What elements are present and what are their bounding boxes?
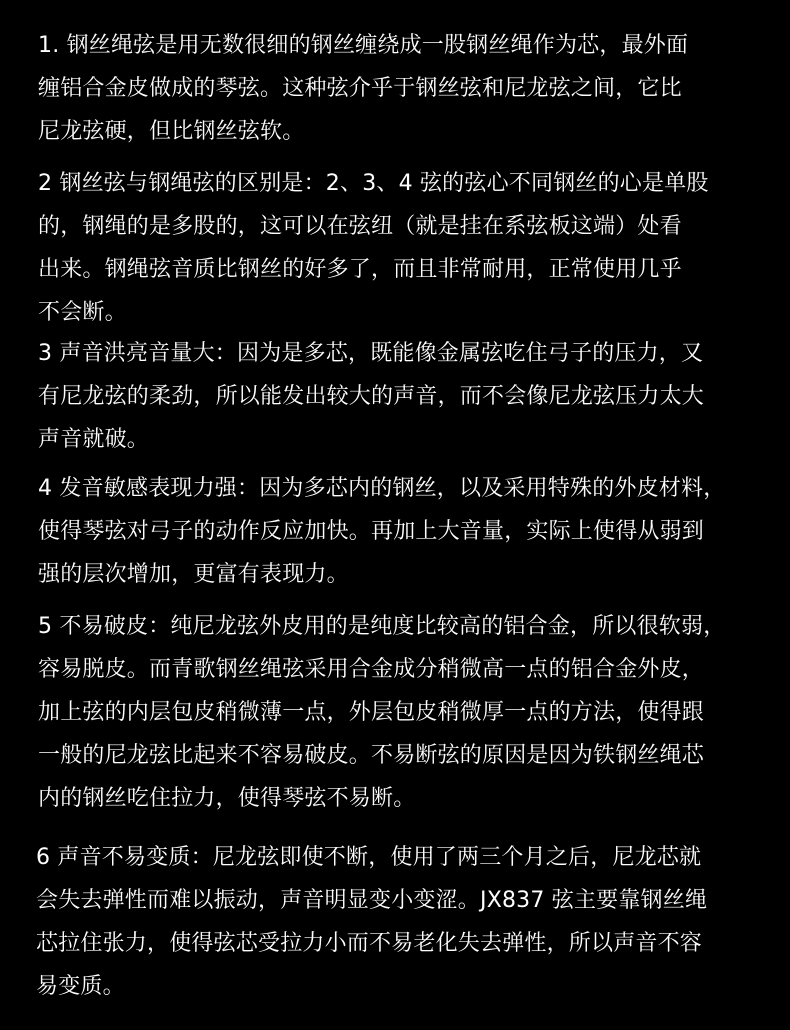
text-line: 缠铝合金皮做成的琴弦。这种弦介乎于钢丝弦和尼龙弦之间，它比 bbox=[38, 76, 682, 101]
text-line: 5 不易破皮：纯尼龙弦外皮用的是纯度比较高的铝合金，所以很软弱， bbox=[38, 614, 726, 639]
text-line: 会失去弹性而难以振动，声音明显变小变涩。JX837 弦主要靠钢丝绳 bbox=[36, 888, 708, 913]
paragraph-6-tone-stability bbox=[36, 836, 776, 1008]
paragraph-4-expressiveness bbox=[38, 467, 778, 596]
text-line: 使得琴弦对弓子的动作反应加快。再加上大音量，实际上使得从弱到 bbox=[38, 519, 705, 544]
text-line: 3 声音洪亮音量大：因为是多芯，既能像金属弦吃住弓子的压力，又 bbox=[38, 341, 704, 366]
paragraph-5-durable-skin bbox=[38, 605, 778, 820]
text-line: 有尼龙弦的柔劲，所以能发出较大的声音，而不会像尼龙弦压力太大 bbox=[38, 384, 705, 409]
paragraph-1-string-construction bbox=[38, 24, 778, 153]
paragraph-2-steel-vs-rope-difference bbox=[38, 162, 778, 334]
text-line: 一般的尼龙弦比起来不容易破皮。不易断弦的原因是因为铁钢丝绳芯 bbox=[38, 743, 705, 768]
paragraph-3-loud-volume bbox=[38, 332, 778, 461]
text-line: 4 发音敏感表现力强：因为多芯内的钢丝，以及采用特殊的外皮材料， bbox=[38, 476, 726, 501]
text-line: 强的层次增加，更富有表现力。 bbox=[38, 562, 349, 587]
text-line: 不会断。 bbox=[38, 300, 127, 325]
text-line: 1. 钢丝绳弦是用无数很细的钢丝缠绕成一股钢丝绳作为芯，最外面 bbox=[38, 33, 689, 58]
text-line: 的，钢绳的是多股的，这可以在弦纽（就是挂在系弦板这端）处看 bbox=[38, 214, 682, 239]
text-line: 容易脱皮。而青歌钢丝绳弦采用合金成分稍微高一点的铝合金外皮， bbox=[38, 657, 705, 682]
text-line: 芯拉住张力，使得弦芯受拉力小而不易老化失去弹性，所以声音不容 bbox=[36, 931, 703, 956]
text-line: 出来。钢绳弦音质比钢丝的好多了，而且非常耐用，正常使用几乎 bbox=[38, 257, 682, 282]
text-line: 尼龙弦硬，但比钢丝弦软。 bbox=[38, 119, 305, 144]
text-line: 加上弦的内层包皮稍微薄一点，外层包皮稍微厚一点的方法，使得跟 bbox=[38, 700, 705, 725]
text-line: 内的钢丝吃住拉力，使得琴弦不易断。 bbox=[38, 786, 416, 811]
text-line: 易变质。 bbox=[36, 974, 125, 999]
text-line: 声音就破。 bbox=[38, 427, 150, 452]
text-line: 2 钢丝弦与钢绳弦的区别是：2、3、4 弦的弦心不同钢丝的心是单股 bbox=[38, 171, 709, 196]
text-line: 6 声音不易变质：尼龙弦即使不断，使用了两三个月之后，尼龙芯就 bbox=[36, 845, 702, 870]
